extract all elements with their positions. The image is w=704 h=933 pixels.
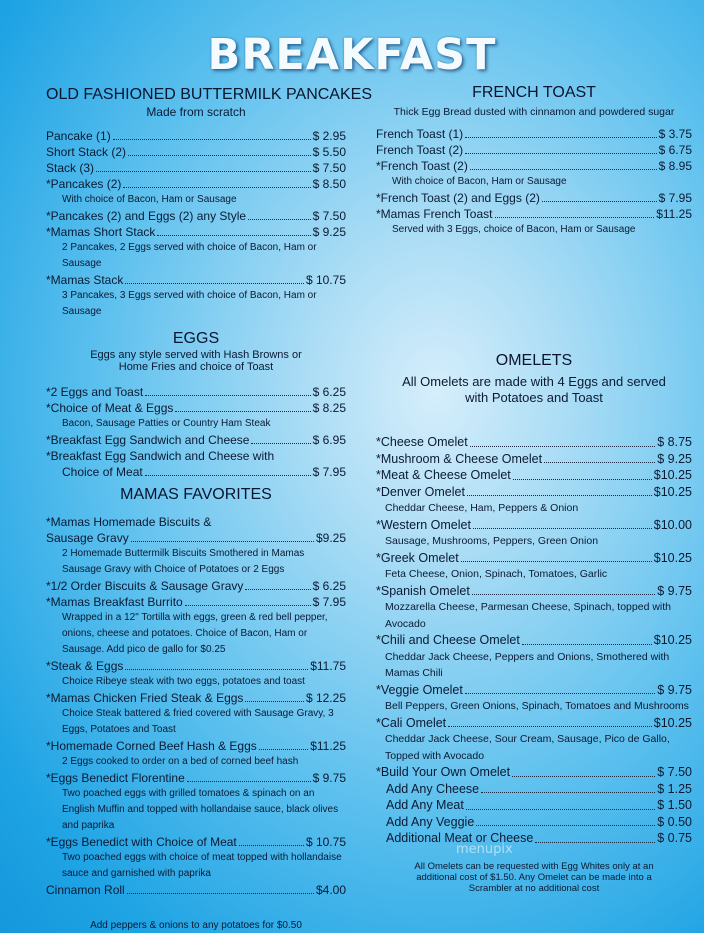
menu-item	[46, 578, 346, 594]
menu-item-price: $10.25	[653, 468, 692, 482]
dot-leader	[145, 464, 311, 476]
menu-item-name: *French Toast (2)	[376, 159, 468, 173]
dot-leader	[157, 224, 310, 236]
menu-item	[46, 208, 346, 224]
menu-item	[376, 434, 692, 451]
menu-item-name: *Eggs Benedict Florentine	[46, 771, 185, 785]
menu-item-price: $ 7.50	[312, 209, 346, 223]
menu-item-description: 2 Pancakes, 2 Eggs served with choice of Bacon, Ham or Sausage	[62, 242, 317, 269]
menu-item	[46, 738, 346, 754]
menu-item-price: $ 8.50	[312, 177, 346, 191]
menu-item-price: $ 7.50	[312, 161, 346, 175]
right-column	[376, 84, 692, 894]
menu-item-name: *French Toast (2) and Eggs (2)	[376, 191, 540, 205]
dot-leader	[125, 272, 304, 284]
menu-item	[46, 144, 346, 160]
menu-item-name: *1/2 Order Biscuits & Sausage Gravy	[46, 579, 244, 593]
menu-item-name: *Choice of Meat & Eggs	[46, 401, 174, 415]
menu-item-price: $ 5.50	[312, 145, 346, 159]
menu-item-name: Add Any Meat	[386, 798, 464, 812]
menu-item-price: $ 7.95	[312, 595, 346, 609]
menu-item-price: $ 9.75	[657, 682, 692, 697]
dot-leader	[128, 144, 311, 156]
eggs-heading: EGGS	[172, 330, 220, 347]
omelets-subheading: All Omelets are made with 4 Eggs and served with Potatoes and Toast	[402, 374, 666, 405]
dot-leader	[187, 770, 311, 782]
menu-item-price: $10.25	[653, 715, 692, 730]
menu-item-name: *Eggs Benedict with Choice of Meat	[46, 835, 237, 849]
dot-leader	[495, 206, 655, 218]
menu-item-name: French Toast (2)	[376, 143, 464, 157]
page-title: BREAKFAST	[207, 30, 497, 80]
watermark: menupix	[456, 842, 513, 857]
menu-item-name: *Veggie Omelet	[376, 682, 463, 697]
menu-item-price: $ 1.25	[657, 781, 692, 796]
menu-item-name: *Mushroom & Cheese Omelet	[376, 451, 543, 466]
menu-item-description: Bell Peppers, Green Onions, Spinach, Tomatoes and Mushrooms	[385, 700, 689, 712]
menu-item-description: Choice Steak battered & fried covered with Sausage Gravy, 3 Eggs, Potatoes and Toast	[62, 708, 334, 735]
french-toast-subheading: Thick Egg Bread dusted with cinnamon and powdered sugar	[393, 106, 675, 118]
menu-item-name: Short Stack (2)	[46, 145, 127, 159]
dot-leader	[131, 530, 314, 542]
menu-item-name: *Meat & Cheese Omelet	[376, 468, 511, 482]
dot-leader	[473, 517, 652, 530]
menu-item	[46, 176, 346, 192]
menu-item-price: $11.25	[656, 207, 692, 221]
mamas-heading: MAMAS FAVORITES	[120, 486, 272, 503]
menu-item-name: *Western Omelet	[376, 517, 471, 532]
pancakes-subheading: Made from scratch	[146, 105, 246, 119]
menu-item-price: $ 3.75	[658, 127, 692, 141]
menu-item	[46, 432, 346, 448]
dot-leader	[251, 432, 310, 444]
eggs-subheading: Eggs any style served with Hash Browns or Home Fries and choice of Toast	[90, 349, 302, 373]
dot-leader	[145, 384, 310, 396]
menu-item	[376, 517, 692, 534]
menu-item	[376, 142, 692, 158]
menu-item-description: Wrapped in a 12" Tortilla with eggs, green & red bell pepper, onions, cheese and potatoes. Choice of Bacon, Ham or Sausage. Add pico de gallo for $0.25	[62, 612, 328, 655]
menu-item-description: Cheddar Cheese, Ham, Peppers & Onion	[385, 502, 579, 514]
menu-item-name: *Denver Omelet	[376, 484, 465, 499]
menu-item-price: $ 0.50	[657, 814, 692, 829]
dot-leader	[466, 797, 655, 810]
menu-item-name: *Cali Omelet	[376, 715, 447, 730]
menu-item	[376, 830, 692, 847]
menu-item-price: $ 6.75	[658, 143, 692, 157]
menu-item-name: Cinnamon Roll	[46, 883, 125, 897]
menu-item-price: $10.25	[653, 550, 692, 565]
dot-leader	[448, 715, 652, 728]
menu-item-description: 2 Homemade Buttermilk Biscuits Smothered in Mamas Sausage Gravy with Choice of Potatoes or 2 Eggs	[62, 548, 305, 575]
menu-item	[376, 682, 692, 699]
menu-item-description: Mozzarella Cheese, Parmesan Cheese, Spinach, topped with Avocado	[385, 601, 671, 630]
menu-item-name: Pancake (1)	[46, 129, 111, 143]
menu-item	[376, 583, 692, 600]
mamas-footnote: Add peppers & onions to any potatoes for $0.50	[90, 920, 302, 931]
dot-leader	[175, 400, 310, 412]
menu-item	[376, 158, 692, 174]
menu-item-name: Sausage Gravy	[46, 531, 129, 545]
menu-item-description: Sausage, Mushrooms, Peppers, Green Onion	[385, 535, 599, 547]
menu-item	[46, 594, 346, 610]
menu-item-name: Add Any Cheese	[386, 781, 480, 796]
menu-item	[376, 632, 692, 649]
menu-item	[376, 715, 692, 732]
menu-item-name: *Breakfast Egg Sandwich and Cheese with	[46, 449, 275, 463]
menu-item-price: $ 10.75	[305, 273, 346, 287]
left-column	[46, 86, 372, 931]
menu-item	[46, 384, 346, 400]
dot-leader	[535, 830, 655, 843]
dot-leader	[96, 160, 311, 172]
menu-item	[46, 690, 346, 706]
menu-item-price: $ 7.50	[657, 765, 692, 779]
menu-item-price: $10.00	[653, 517, 692, 532]
menu-item-name: *Mamas Breakfast Burrito	[46, 595, 183, 609]
pancakes-heading: OLD FASHIONED BUTTERMILK PANCAKES	[46, 86, 372, 103]
menu-item-name: Add Any Veggie	[386, 814, 475, 829]
menu-item	[46, 882, 346, 898]
menu-item-price: $ 1.50	[657, 798, 692, 812]
menu-item-price: $ 9.75	[657, 583, 692, 598]
menu-item-description: Bacon, Sausage Patties or Country Ham Steak	[62, 418, 271, 429]
menu-item-price: $ 7.95	[312, 465, 346, 479]
menu-item	[46, 770, 346, 786]
dot-leader	[113, 128, 311, 140]
menu-item-name: *Mamas Homemade Biscuits &	[46, 515, 212, 529]
menu-item-description: Served with 3 Eggs, choice of Bacon, Ham or Sausage	[392, 224, 636, 235]
menu-item-price: $ 8.95	[658, 159, 692, 173]
menu-item-price: $10.25	[653, 484, 692, 499]
menu-item	[46, 448, 346, 464]
menu-item	[46, 160, 346, 176]
menu-item-price: $ 12.25	[305, 691, 346, 705]
eggs-list	[46, 384, 346, 480]
dot-leader	[127, 882, 314, 894]
dot-leader	[185, 594, 311, 606]
menu-item	[46, 272, 346, 288]
menu-item-description: 3 Pancakes, 3 Eggs served with choice of Bacon, Ham or Sausage	[62, 290, 317, 317]
dot-leader	[470, 434, 656, 447]
dot-leader	[239, 834, 304, 846]
dot-leader	[123, 176, 310, 188]
french-toast-list	[376, 126, 692, 238]
menu-item-description: Cheddar Jack Cheese, Peppers and Onions, Smothered with Mamas Chili	[385, 650, 670, 679]
menu-item-name: *Mamas French Toast	[376, 207, 493, 221]
menu-item	[376, 781, 692, 798]
menu-item-name: Stack (3)	[46, 161, 95, 175]
menu-item-price: $ 8.75	[657, 435, 692, 449]
menu-item-price: $ 6.25	[312, 385, 346, 399]
menu-item-name: *Build Your Own Omelet	[376, 765, 511, 779]
menu-item	[46, 224, 346, 240]
menu-item-price: $ 6.25	[312, 579, 346, 593]
menu-item-price: $ 0.75	[657, 831, 692, 845]
french-toast-heading: FRENCH TOAST	[472, 84, 596, 101]
menu-item	[376, 814, 692, 831]
menu-item-price: $ 6.95	[312, 433, 346, 447]
dot-leader	[476, 814, 655, 827]
dot-leader	[245, 690, 304, 702]
omelets-list	[376, 434, 692, 847]
menu-item	[376, 764, 692, 781]
menu-item	[46, 514, 346, 530]
dot-leader	[512, 764, 655, 777]
menu-item-name: *Spanish Omelet	[376, 583, 470, 598]
menu-item-name: *Mamas Stack	[46, 273, 124, 287]
menu-item	[46, 400, 346, 416]
menu-item	[376, 797, 692, 814]
menu-item	[46, 128, 346, 144]
menu-item-name: *Steak & Eggs	[46, 659, 124, 673]
menu-item-price: $ 9.75	[312, 771, 346, 785]
menu-item	[376, 484, 692, 501]
menu-item	[46, 464, 346, 480]
menu-item-name: *Breakfast Egg Sandwich and Cheese	[46, 433, 250, 447]
menu-item-price: $ 9.25	[657, 451, 692, 466]
menu-item-price: $11.75	[310, 659, 346, 673]
dot-leader	[461, 550, 652, 563]
menu-item	[376, 206, 692, 222]
menu-item-price: $4.00	[315, 883, 346, 897]
menu-item-name: Choice of Meat	[62, 465, 143, 479]
mamas-list	[46, 514, 346, 898]
menu-item-price: $ 8.25	[312, 401, 346, 415]
dot-leader	[125, 658, 308, 670]
dot-leader	[467, 484, 652, 497]
menu-item-description: Choice Ribeye steak with two eggs, potatoes and toast	[62, 676, 305, 687]
omelets-heading: OMELETS	[495, 352, 573, 369]
menu-item-description: 2 Eggs cooked to order on a bed of corned beef hash	[62, 756, 299, 767]
dot-leader	[465, 682, 655, 695]
menu-item-name: Additional Meat or Cheese	[386, 831, 534, 845]
menu-item-name: *Pancakes (2) and Eggs (2) any Style	[46, 209, 247, 223]
menu-item-name: *Cheese Omelet	[376, 435, 468, 449]
menu-item-description: Two poached eggs with choice of meat topped with hollandaise sauce and garnished with paprika	[62, 852, 342, 879]
menu-item	[376, 126, 692, 142]
dot-leader	[481, 781, 655, 794]
menu-item	[46, 530, 346, 546]
menu-item	[376, 550, 692, 567]
menu-item-price: $ 10.75	[305, 835, 346, 849]
dot-leader	[465, 126, 656, 138]
dot-leader	[544, 451, 655, 464]
menu-item-description: With choice of Bacon, Ham or Sausage	[392, 176, 567, 187]
dot-leader	[472, 583, 655, 596]
menu-item-description: Cheddar Jack Cheese, Sour Cream, Sausage, Pico de Gallo, Topped with Avocado	[385, 733, 670, 762]
dot-leader	[470, 158, 657, 170]
dot-leader	[513, 467, 652, 480]
menu-item-price: $ 7.95	[658, 191, 692, 205]
dot-leader	[248, 208, 311, 220]
dot-leader	[522, 632, 652, 645]
menu-item	[46, 658, 346, 674]
menu-item-description: Two poached eggs with grilled tomatoes & spinach on an English Muffin and topped with hollandaise sauce, black olives and paprika	[62, 788, 339, 831]
menu-item-name: *Mamas Short Stack	[46, 225, 156, 239]
menu-item-description: With choice of Bacon, Ham or Sausage	[62, 194, 237, 205]
omelets-footnote: All Omelets can be requested with Egg Whites only at an additional cost of $1.50. Any Omelet can be made into a Scrambler at no additional cost	[414, 860, 654, 894]
menu-item	[376, 190, 692, 206]
dot-leader	[259, 738, 308, 750]
dot-leader	[542, 190, 657, 202]
menu-item-name: *Mamas Chicken Fried Steak & Eggs	[46, 691, 244, 705]
menu-item-price: $ 9.25	[312, 225, 346, 239]
menu-item	[376, 467, 692, 484]
menu-item-name: French Toast (1)	[376, 127, 464, 141]
menu-item-description: Feta Cheese, Onion, Spinach, Tomatoes, Garlic	[385, 568, 608, 580]
menu-item	[46, 834, 346, 850]
menu-item-name: *Chili and Cheese Omelet	[376, 633, 520, 647]
menu-item	[376, 451, 692, 468]
pancakes-list	[46, 128, 346, 320]
menu-item-price: $ 2.95	[312, 129, 346, 143]
menu-item-price: $10.25	[653, 633, 692, 647]
menu-item-price: $9.25	[315, 531, 346, 545]
menu-item-price: $11.25	[310, 739, 346, 753]
dot-leader	[465, 142, 656, 154]
menu-item-name: *2 Eggs and Toast	[46, 385, 144, 399]
menu-item-name: *Pancakes (2)	[46, 177, 122, 191]
menu-item-name: *Homemade Corned Beef Hash & Eggs	[46, 739, 257, 753]
menu-item-name: *Greek Omelet	[376, 550, 459, 565]
dot-leader	[245, 578, 310, 590]
